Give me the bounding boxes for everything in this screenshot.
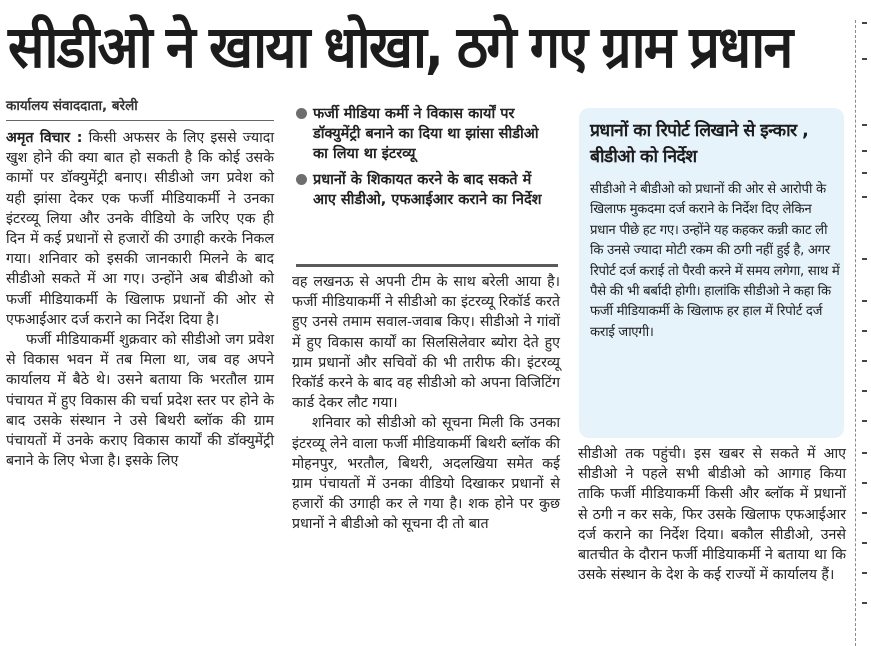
highlight-text: फर्जी मीडिया कर्मी ने विकास कार्यों पर डॉक्युमेंट्री बनाने का दिया था झांसा सीडीओ का लिया था इंटरव्यू	[313, 106, 539, 162]
paragraph: वह लखनऊ से अपनी टीम के साथ बरेली आया है। फर्जी मीडियाकर्मी ने सीडीओ का इंटरव्यू रिकॉर्ड करते हुए उनसे तमाम सवाल-जवाब किए। सीडीओ ने गांवों में हुए विकास कार्यों का सिलसिलेवार ब्योरा देते हुए ग्राम प्रधानों और सचिवों की भी तारीफ की। इंटरव्यू रिकॉर्ड करने के बाद वह सीडीओ को अपना विजिटिंग कार्ड देकर लौट गया।	[292, 274, 560, 412]
lead-text: किसी अफसर के लिए इससे ज्यादा खुश होने की क्या बात हो सकती है कि कोई उसके कामों पर डॉक्युमेंट्री बनाए। सीडीओ जग प्रवेश को यही झांसा देकर एक फर्जी मीडियाकर्मी ने उनका इंटरव्यू लिया और उनके वीडियो के जरिए एक ही दिन में कई प्रधानों से हजारों की उगाही करके निकल गया। शनिवार को इसकी जानकारी मिलने के बाद सीडीओ सकते में आ गए। उन्होंने अब बीडीओ को फर्जी मीडियाकर्मी के खिलाफ प्रधानों की ओर से एफआईआर दर्ज कराने का निर्देश दिया है।	[6, 130, 274, 328]
article-column-2	[292, 272, 560, 535]
column-divider	[855, 20, 856, 646]
highlight-text: प्रधानों के शिकायत करने के बाद सकते में आए सीडीओ, एफआईआर कराने का निर्देश	[313, 172, 542, 208]
paragraph: शनिवार को सीडीओ को सूचना मिली कि उनका इंटरव्यू लेने वाला फर्जी मीडियाकर्मी बिथरी ब्लॉक की मोहनपुर, भरतौल, बिथरी, अदलखिया समेत कई ग्राम पंचायतों में उनका वीडियो दिखाकर प्रधानों से हजारों की उगाही कर ले गया है। शक होने पर कुछ प्रधानों ने बीडीओ को सूचना दी तो बात	[292, 415, 560, 533]
paragraph: फर्जी मीडियाकर्मी शुक्रवार को सीडीओ जग प्रवेश से विकास भवन में तब मिला था, जब वह अपने कार्यालय में बैठे थे। उसने बताया कि भरतौल ग्राम पंचायत में हुए विकास की चर्चा प्रदेश स्तर पर होने के बाद उसके संस्थान ने उसे बिथरी ब्लॉक की ग्राम पंचायतों में उनके कराए विकास कार्यों की डॉक्युमेंट्री बनाने के लिए भेजा है। इसके लिए	[6, 332, 274, 470]
article-column-1	[6, 128, 274, 471]
sidebar-box-title: प्रधानों का रिपोर्ट लिखाने से इन्कार , बीडीओ को निर्देश	[590, 121, 809, 167]
article-column-3	[578, 444, 846, 585]
adjacent-article-edge	[862, 0, 871, 646]
highlights-rule	[296, 264, 558, 267]
lead-label: अमृत विचार :	[6, 130, 83, 146]
lead-paragraph	[6, 128, 274, 330]
highlight-item	[296, 170, 558, 210]
sidebar-box-body: सीडीओ ने बीडीओ को प्रधानों की ओर से आरोपी के खिलाफ मुकदमा दर्ज कराने के निर्देश दिए लेकिन प्रधान पीछे हट गए। उन्होंने यह कहकर कन्नी काट ली कि उनसे ज्यादा मोटी रकम की ठगी नहीं हुई है, अगर रिपोर्ट दर्ज कराई तो पैरवी करने में समय लगेगा, साथ में पैसे की भी बर्बादी होगी। हालांकि सीडीओ ने कहा कि फर्जी मीडियाकर्मी के खिलाफ हर हाल में रिपोर्ट दर्ज कराई जाएगी।	[590, 182, 840, 340]
bullet-icon	[296, 174, 307, 185]
byline: कार्यालय संवाददाता, बरेली	[6, 96, 274, 121]
paragraph: सीडीओ तक पहुंची। इस खबर से सकते में आए सीडीओ ने पहले सभी बीडीओ को आगाह किया ताकि फर्जी मीडियाकर्मी किसी और ब्लॉक में प्रधानों से ठगी न कर सके, फिर उसके खिलाफ एफआईआर दर्ज कराने का निर्देश दिया। बकौल सीडीओ, उनसे बातचीत के दौरान फर्जी मीडियाकर्मी ने बताया था कि उसके संस्थान के देश के कई राज्यों में कार्यालय हैं।	[578, 446, 846, 584]
highlight-item	[296, 104, 558, 164]
headline: सीडीओ ने खाया धोखा, ठगे गए ग्राम प्रधान	[8, 13, 792, 81]
highlights-list	[296, 104, 558, 216]
bullet-icon	[296, 108, 307, 119]
